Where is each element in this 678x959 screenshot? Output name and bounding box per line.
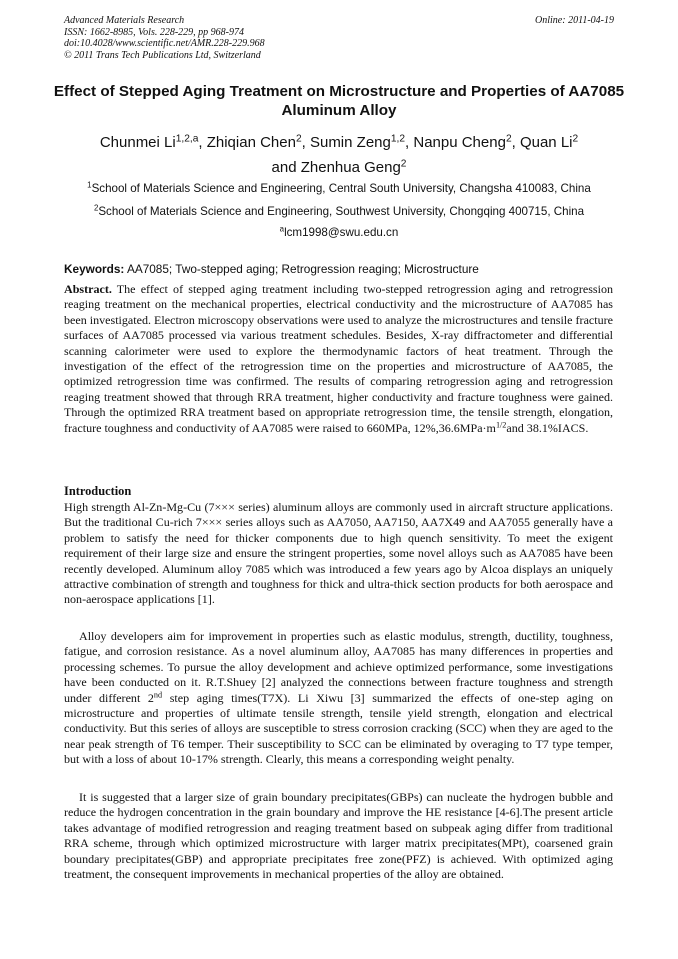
affiliation-text: School of Materials Science and Engineering, Central South University, Changsha 410083, China [91, 182, 591, 195]
author-separator: , [301, 134, 310, 151]
author-name: Quan Li [519, 134, 573, 151]
author-affil-sup: 2 [505, 133, 512, 145]
abstract-label: Abstract. [64, 282, 112, 296]
intro-p2-text-b: step aging times(T7X). Li Xiwu [3] summarized the effects of one-step aging on microstructure and properties of ultimate tensile strength, tensile yield strength, elongation and electrical conductivity. But this series of alloys are susceptible to stress corrosion cracking (SCC) when they are aged to the near peak strength of T6 temper. Their susceptibility to SCC can be eliminated by overaging to T7 type temper, but with a loss of about 10-17% strength. Clearly, this means a corresponding weight penalty. [64, 690, 613, 767]
online-date: Online: 2011-04-19 [535, 15, 614, 26]
affiliation-text: School of Materials Science and Engineering, Southwest University, Chongqing 400715, China [98, 205, 585, 218]
affiliation-2 [30, 205, 648, 218]
email-text: lcm1998@swu.edu.cn [284, 226, 399, 239]
author-affil-sup: 2 [295, 133, 302, 145]
introduction-heading: Introduction [64, 484, 132, 498]
intro-p2-sup: nd [153, 690, 163, 700]
author-affil-sup: 1,2,a [175, 133, 199, 145]
author-name: Chunmei Li [99, 134, 176, 151]
author-separator: , [511, 134, 520, 151]
email-sup: a [279, 224, 285, 234]
abstract-text: The effect of stepped aging treatment including two-stepped retrogression aging and retrogression reaging treatment on the mechanical properties, electrical conductivity and the microstructure of AA7085 has been investigated. Electron microscopy observations were used to analyze the microstructures and tensile fracture surfaces of AA7085 processed via various treatment schedules. Besides, X-ray diffractometer and differential scanning calorimeter were used to explore the thermodynamic factors of heat treatment. Through the investigation of the effect of the retrogression time on the properties and microstructure of AA7085, the optimized retrogression time was confirmed. The results of comparing retrogression aging and retrogression reaging treatment showed that through RRA treatment, higher conductivity and fracture toughness were gained. Through the optimized RRA treatment based on appropriate retrogression time, the tensile strength, elongation, fracture toughness and conductivity of AA7085 were raised to 660MPa, 12%,36.6MPa·m [64, 282, 613, 435]
abstract-paragraph [64, 282, 613, 436]
author-list [40, 130, 638, 180]
affiliation-sup: 1 [87, 180, 92, 190]
abstract-tail: and 38.1%IACS. [506, 420, 589, 435]
keywords-label: Keywords: [64, 262, 125, 276]
author-name: Zhiqian Chen [206, 134, 296, 151]
intro-p2-text-a: Alloy developers aim for improvement in properties such as elastic modulus, strength, ductility, toughness, fatigue, and corrosion resistance. As a novel aluminum alloy, AA7085 has many differences in properties and processing schemes. To pursue the alloy development and achieve optimized performance, some investigations have been conducted on it. R.T.Shuey [2] analyzed the connections between fracture toughness and strength under different 2 [64, 629, 613, 705]
author-email [30, 226, 648, 239]
intro-paragraph-2 [64, 629, 613, 768]
paper-title: Effect of Stepped Aging Treatment on Microstructure and Properties of AA7085 Aluminum Alloy [53, 83, 625, 119]
author-affil-sup: 2 [400, 158, 407, 170]
author-and: and [271, 159, 301, 176]
keywords-text: AA7085; Two-stepped aging; Retrogression reaging; Microstructure [126, 262, 479, 276]
author-affil-sup: 1,2 [390, 133, 406, 145]
journal-header [64, 15, 614, 61]
author-separator: , [198, 134, 207, 151]
intro-paragraph-3: It is suggested that a larger size of grain boundary precipitates(GBPs) can nucleate the hydrogen bubble and reduce the hydrogen concentration in the grain boundary and improve the HE resistance [4-6].The present article takes advantage of modified retrogression and reaging treatment based on subpeak aging differ from traditional RRA scheme, through which optimized microstructure with larger matrix precipitates(MPt), coarsened grain boundary precipitates(GBP) and appropriate precipitates free zone(PFZ) is achieved. With optimized aging treatment, the consequent improvements in mechanical properties of the alloy are obtained. [64, 790, 613, 882]
intro-paragraph-1: High strength Al-Zn-Mg-Cu (7××× series) aluminum alloys are commonly used in aircraft structure applications. But the traditional Cu-rich 7××× series alloys such as AA7050, AA7150, AA7X49 and AA7055 generally have a problem to satisfy the need for thicker components due to high quench sensitivity. To meet the exigent requirement of their large size and ensure the stringent properties, some novel alloys such as AA7085 have been recently developed. Aluminum alloy 7085 which was introduced a few years ago by Alcoa displays an uniquely attractive combination of strength and toughness for thick and ultra-thick section products for both aerospace and non-aerospace applications [1]. [64, 500, 613, 607]
affiliation-sup: 2 [93, 203, 99, 213]
author-name: Sumin Zeng [309, 134, 391, 151]
affiliation-1 [30, 182, 648, 195]
copyright-line: © 2011 Trans Tech Publications Ltd, Switzerland [64, 49, 261, 61]
author-separator: , [405, 134, 414, 151]
abstract-sup: 1/2 [495, 420, 507, 430]
doi-line: doi:10.4028/www.scientific.net/AMR.228-229.968 [64, 38, 265, 50]
author-name: Zhenhua Geng [300, 159, 401, 176]
keywords-line [64, 262, 614, 276]
issn-line: ISSN: 1662-8985, Vols. 228-229, pp 968-974 [64, 26, 244, 38]
journal-name: Advanced Materials Research [64, 15, 185, 26]
author-affil-sup: 2 [572, 133, 579, 145]
author-name: Nanpu Cheng [413, 134, 506, 151]
